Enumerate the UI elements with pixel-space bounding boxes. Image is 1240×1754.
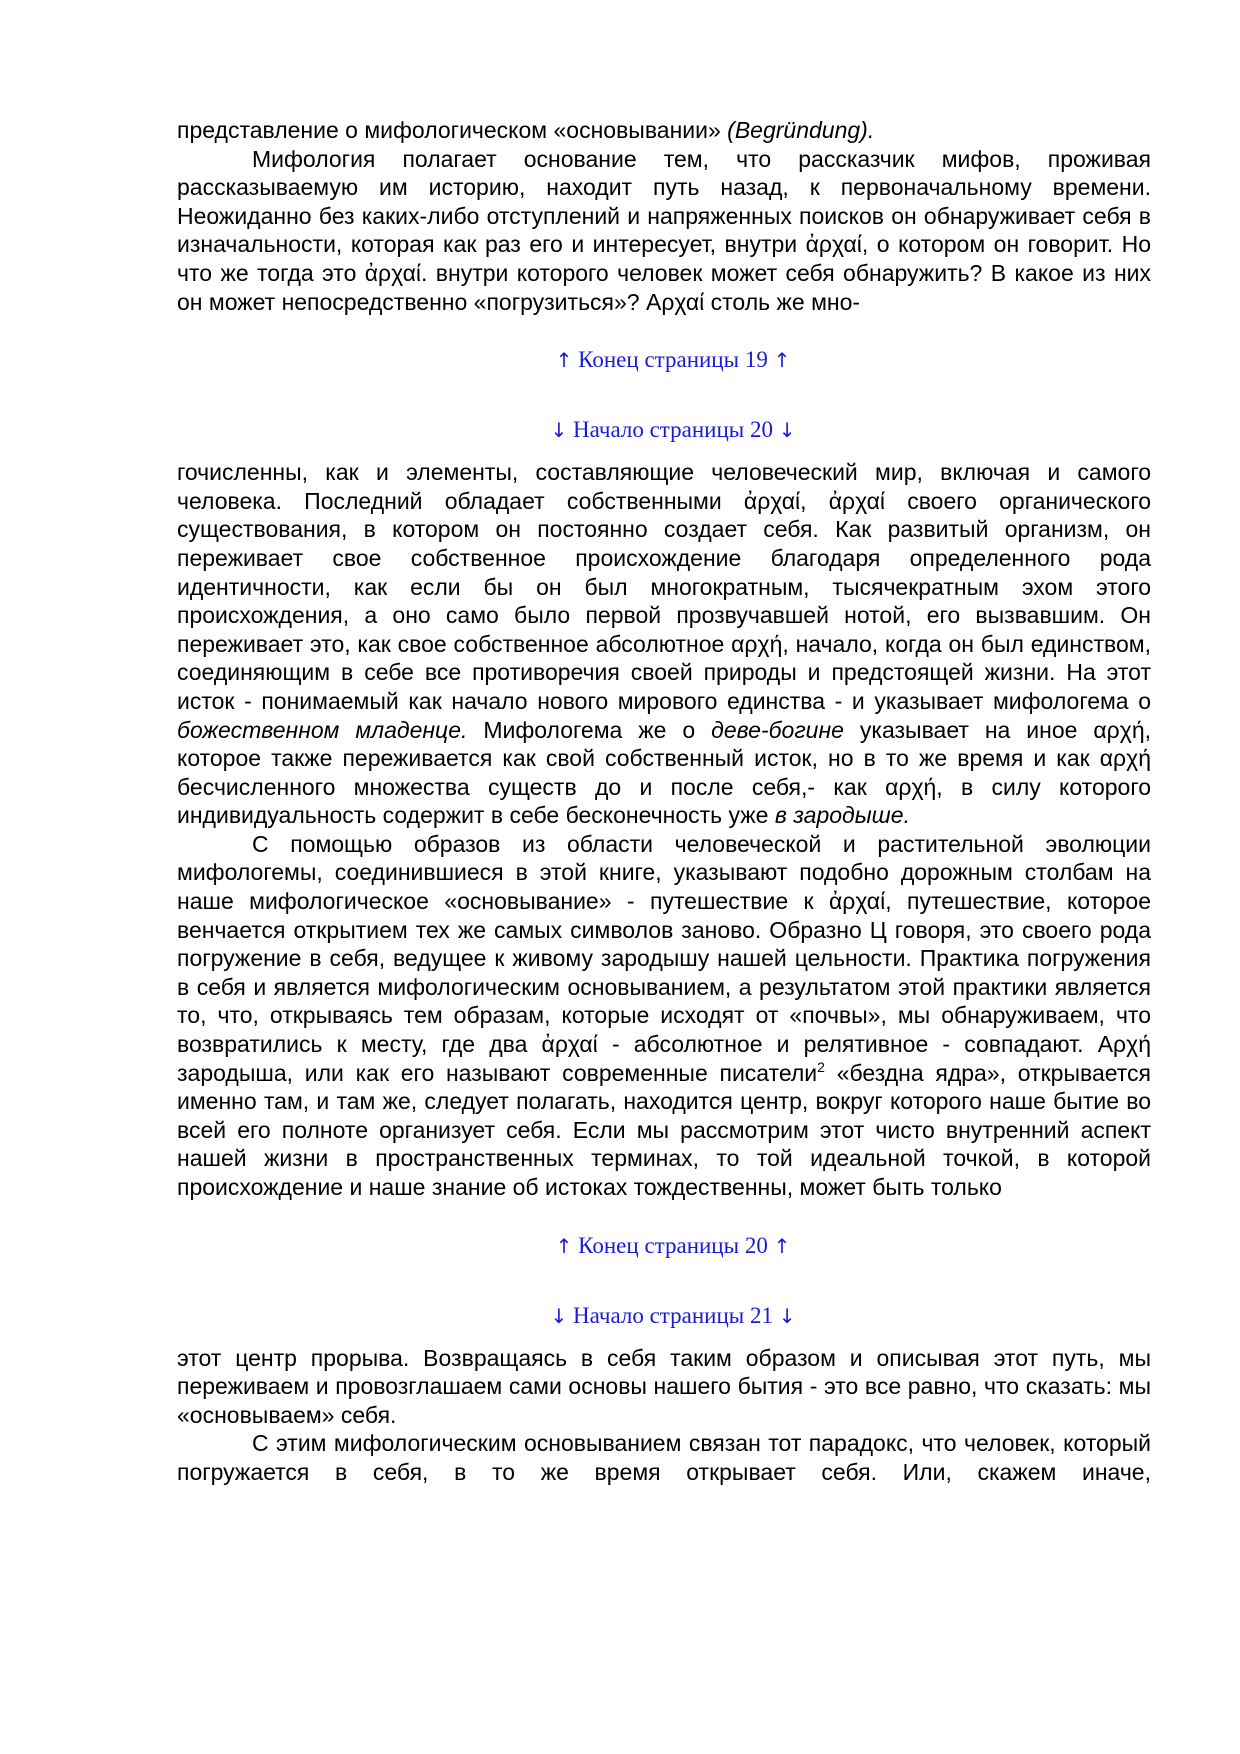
marker-label: Начало страницы 21 [573,1302,773,1328]
paragraph: этот центр прорыва. Возвращаясь в себя таким образом и описывая этот путь, мы переживаем и провозглашаем сами основы нашего бытия - это все равно, что сказать: мы «основываем» себя. [177,1344,1151,1428]
paragraph-text: представление о мифологическом «основывании» [177,117,728,143]
paragraph-text: указывает на иное αρχή, которое также переживается как свой собственный исток, но в то же время и как αρχή бесчисленного множества существ до и после себя,- как αρχή, в силу которого индивидуальность содержит в себе бесконечность уже [177,716,1152,829]
arrow-down-icon: ↓ [778,418,796,443]
marker-label: Конец страницы 20 [578,1232,768,1258]
page-end-marker-20 [195,1232,1151,1260]
arrow-up-icon: ↑ [773,348,791,373]
page-start-marker-20 [195,416,1151,444]
page-start-marker-21 [195,1302,1151,1330]
page-end-marker-19 [195,346,1151,374]
arrow-down-icon: ↓ [550,1303,568,1328]
paragraph [177,830,1151,1202]
arrow-up-icon: ↑ [555,348,573,373]
paragraph-text: «бездна ядра», открывается именно там, и там же, следует полагать, находится центр, вокруг которого наше бытие во всей его полноте организует себя. Если мы рассмотрим этот чисто внутренний аспект нашей жизни в пространственных терминах, то той идеальной точкой, в которой происхождение и наше знание об истоках тождественны, может быть только [177,1059,1151,1200]
paragraph-text: С помощью образов из области человеческой и растительной эволюции мифологемы, соединившиеся в этой книге, указывают подобно дорожным столбам на наше мифологическое «основывание» - путешествие к ἀρχαί, путешествие, которое венчается открытием тех же самых символов заново. Образно Ц говоря, это своего рода погружение в себя, ведущее к живому зародышу нашей цельности. Практика погружения в себя и является мифологическим основыванием, а результатом этой практики является то, что, открываясь тем образам, которые исходят от «почвы», мы обнаруживаем, что возвратились к месту, где два ἀρχαί - абсолютное и релятивное - совпадают. Αρχή зародыша, или как его называют современные писатели [177,830,1151,1086]
paragraph: Мифология полагает основание тем, что рассказчик мифов, проживая рассказываемую им историю, находит путь назад, к первоначальному времени. Неожиданно без каких-либо отступлений и напряженных поисков он обнаруживает себя в изначальности, которая как раз его и интересует, внутри ἀρχαί, о котором он говорит. Но что же тогда это ἀρχαί. внутри которого человек может себя обнаружить? В какое из них он может непосредственно «погрузиться»? Αρχαί столь же мно- [177,145,1151,315]
page-21-head [177,1344,1151,1487]
page-19-tail [177,116,1151,316]
paragraph [177,458,1151,830]
paragraph-text: гочисленны, как и элементы, составляющие человеческий мир, включая и самого человека. Последний обладает собственными ἀρχαί, ἀρχαί своего органического существования, в котором он постоянно создает себя. Как развитый организм, он переживает свое собственное происхождение благодаря определенного рода идентичности, как если бы он был многократным, тысячекратным эхом этого происхождения, а оно само было первой прозвучавшей нотой, его вызвавшим. Он переживает это, как свое собственное абсолютное αρχή, начало, когда он был единством, соединяющим в себе все противоречия своей природы и предстоящей жизни. На этот исток - понимаемый как начало нового мирового единства - и указывает мифологема о [177,459,1151,714]
italic-term: божественном младенце. [177,716,468,743]
marker-label: Конец страницы 19 [578,347,768,373]
arrow-down-icon: ↓ [778,1303,796,1328]
page-20-body [177,458,1151,1201]
paragraph-text: Мифологема же о [467,716,712,743]
italic-term: деве-богине [711,716,844,743]
italic-term: в зародыше. [774,802,910,829]
paragraph: С этим мифологическим основыванием связан тот парадокс, что человек, который погружается в себя, в то же время открывает себя. Или, скажем иначе, [177,1430,1151,1485]
arrow-up-icon: ↑ [773,1233,791,1258]
arrow-down-icon: ↓ [550,418,568,443]
document-page [177,116,1151,1487]
paragraph [177,116,1151,145]
italic-term: (Begründung). [727,117,875,143]
arrow-up-icon: ↑ [555,1233,573,1258]
marker-label: Начало страницы 20 [573,417,773,443]
footnote-ref[interactable]: 2 [817,1058,825,1075]
